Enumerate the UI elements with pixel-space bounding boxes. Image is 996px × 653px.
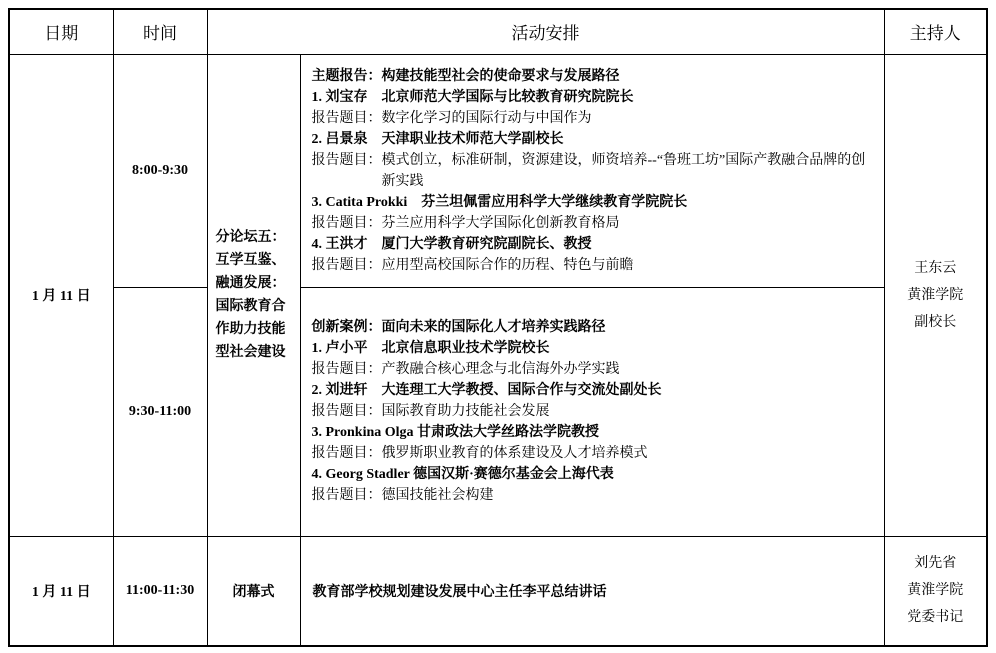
speaker-line: 4. 王洪才 厦门大学教育研究院副院长、教授	[311, 236, 592, 252]
speaker-line: 3. Catita Prokki 芬兰坦佩雷应用科学大学继续教育学院院长	[311, 194, 688, 210]
keynote-title: 主题报告：构建技能型社会的使命要求与发展路径	[311, 68, 620, 84]
host-name: 刘先省	[914, 556, 957, 572]
topic-line: 报告题目：国际教育助力技能社会发展	[311, 404, 550, 419]
case-block-cell	[300, 287, 884, 536]
header-host: 主持人	[884, 9, 987, 54]
speaker-line: 2. 刘进轩 大连理工大学教授、国际合作与交流处副处长	[311, 383, 662, 398]
speaker-line: 1. 卢小平 北京信息职业技术学院校长	[311, 341, 550, 356]
case-title: 创新案例：面向未来的国际化人才培养实践路径	[311, 320, 606, 335]
forum-title-text: 分论坛五：互学互鉴、融通发展：国际教育合作助力技能型社会建设	[215, 230, 286, 360]
keynote-block	[301, 66, 884, 276]
topic-line: 报告题目：芬兰应用科学大学国际化创新教育格局	[311, 215, 620, 231]
time-cell-closing: 11:00-11:30	[113, 536, 207, 646]
topic-line: 报告题目：德国技能社会构建	[311, 488, 494, 503]
host-role: 党委书记	[907, 610, 964, 626]
closing-content-cell	[300, 536, 884, 646]
speaker-line: 4. Georg Stadler 德国汉斯·赛德尔基金会上海代表	[311, 467, 614, 482]
topic-line: 报告题目：数字化学习的国际行动与中国作为	[311, 110, 592, 126]
speaker-line: 1. 刘宝存 北京师范大学国际与比较教育研究院院长	[311, 89, 634, 105]
case-block	[301, 317, 884, 506]
time-cell-slot1: 8:00-9:30	[113, 54, 207, 287]
forum-title-cell	[207, 54, 300, 536]
host-cell-forum	[884, 54, 987, 536]
header-date: 日期	[9, 9, 113, 54]
host-org: 黄淮学院	[907, 287, 964, 303]
speaker-line: 3. Pronkina Olga 甘肃政法大学丝路法学院教授	[311, 425, 600, 440]
header-time: 时间	[113, 9, 207, 54]
closing-row	[9, 536, 987, 646]
date-cell-closing: 1 月 11 日	[9, 536, 113, 646]
host-cell-closing	[884, 536, 987, 646]
closing-content-text: 教育部学校规划建设发展中心主任李平总结讲话	[312, 584, 607, 600]
speaker-line: 2. 吕景泉 天津职业技术师范大学副校长	[311, 131, 564, 147]
host-role: 副校长	[914, 314, 957, 330]
forum-row-late-morning	[9, 287, 987, 536]
keynote-block-cell	[300, 54, 884, 287]
header-row	[9, 9, 987, 54]
closing-title-cell: 闭幕式	[207, 536, 300, 646]
host-org: 黄淮学院	[907, 583, 964, 599]
host-name: 王东云	[914, 260, 957, 276]
time-cell-slot2: 9:30-11:00	[113, 287, 207, 536]
topic-line: 报告题目：俄罗斯职业教育的体系建设及人才培养模式	[311, 446, 648, 461]
topic-line: 报告题目：模式创立，标准研制，资源建设，师资培养--“鲁班工坊”国际产教融合品牌的创新实践	[311, 152, 866, 189]
schedule-table	[8, 8, 988, 647]
topic-line: 报告题目：应用型高校国际合作的历程、特色与前瞻	[311, 257, 634, 273]
topic-line: 报告题目：产教融合核心理念与北信海外办学实践	[311, 362, 620, 377]
date-cell-forum: 1 月 11 日	[9, 54, 113, 536]
header-activity: 活动安排	[207, 9, 884, 54]
forum-row-morning	[9, 54, 987, 287]
